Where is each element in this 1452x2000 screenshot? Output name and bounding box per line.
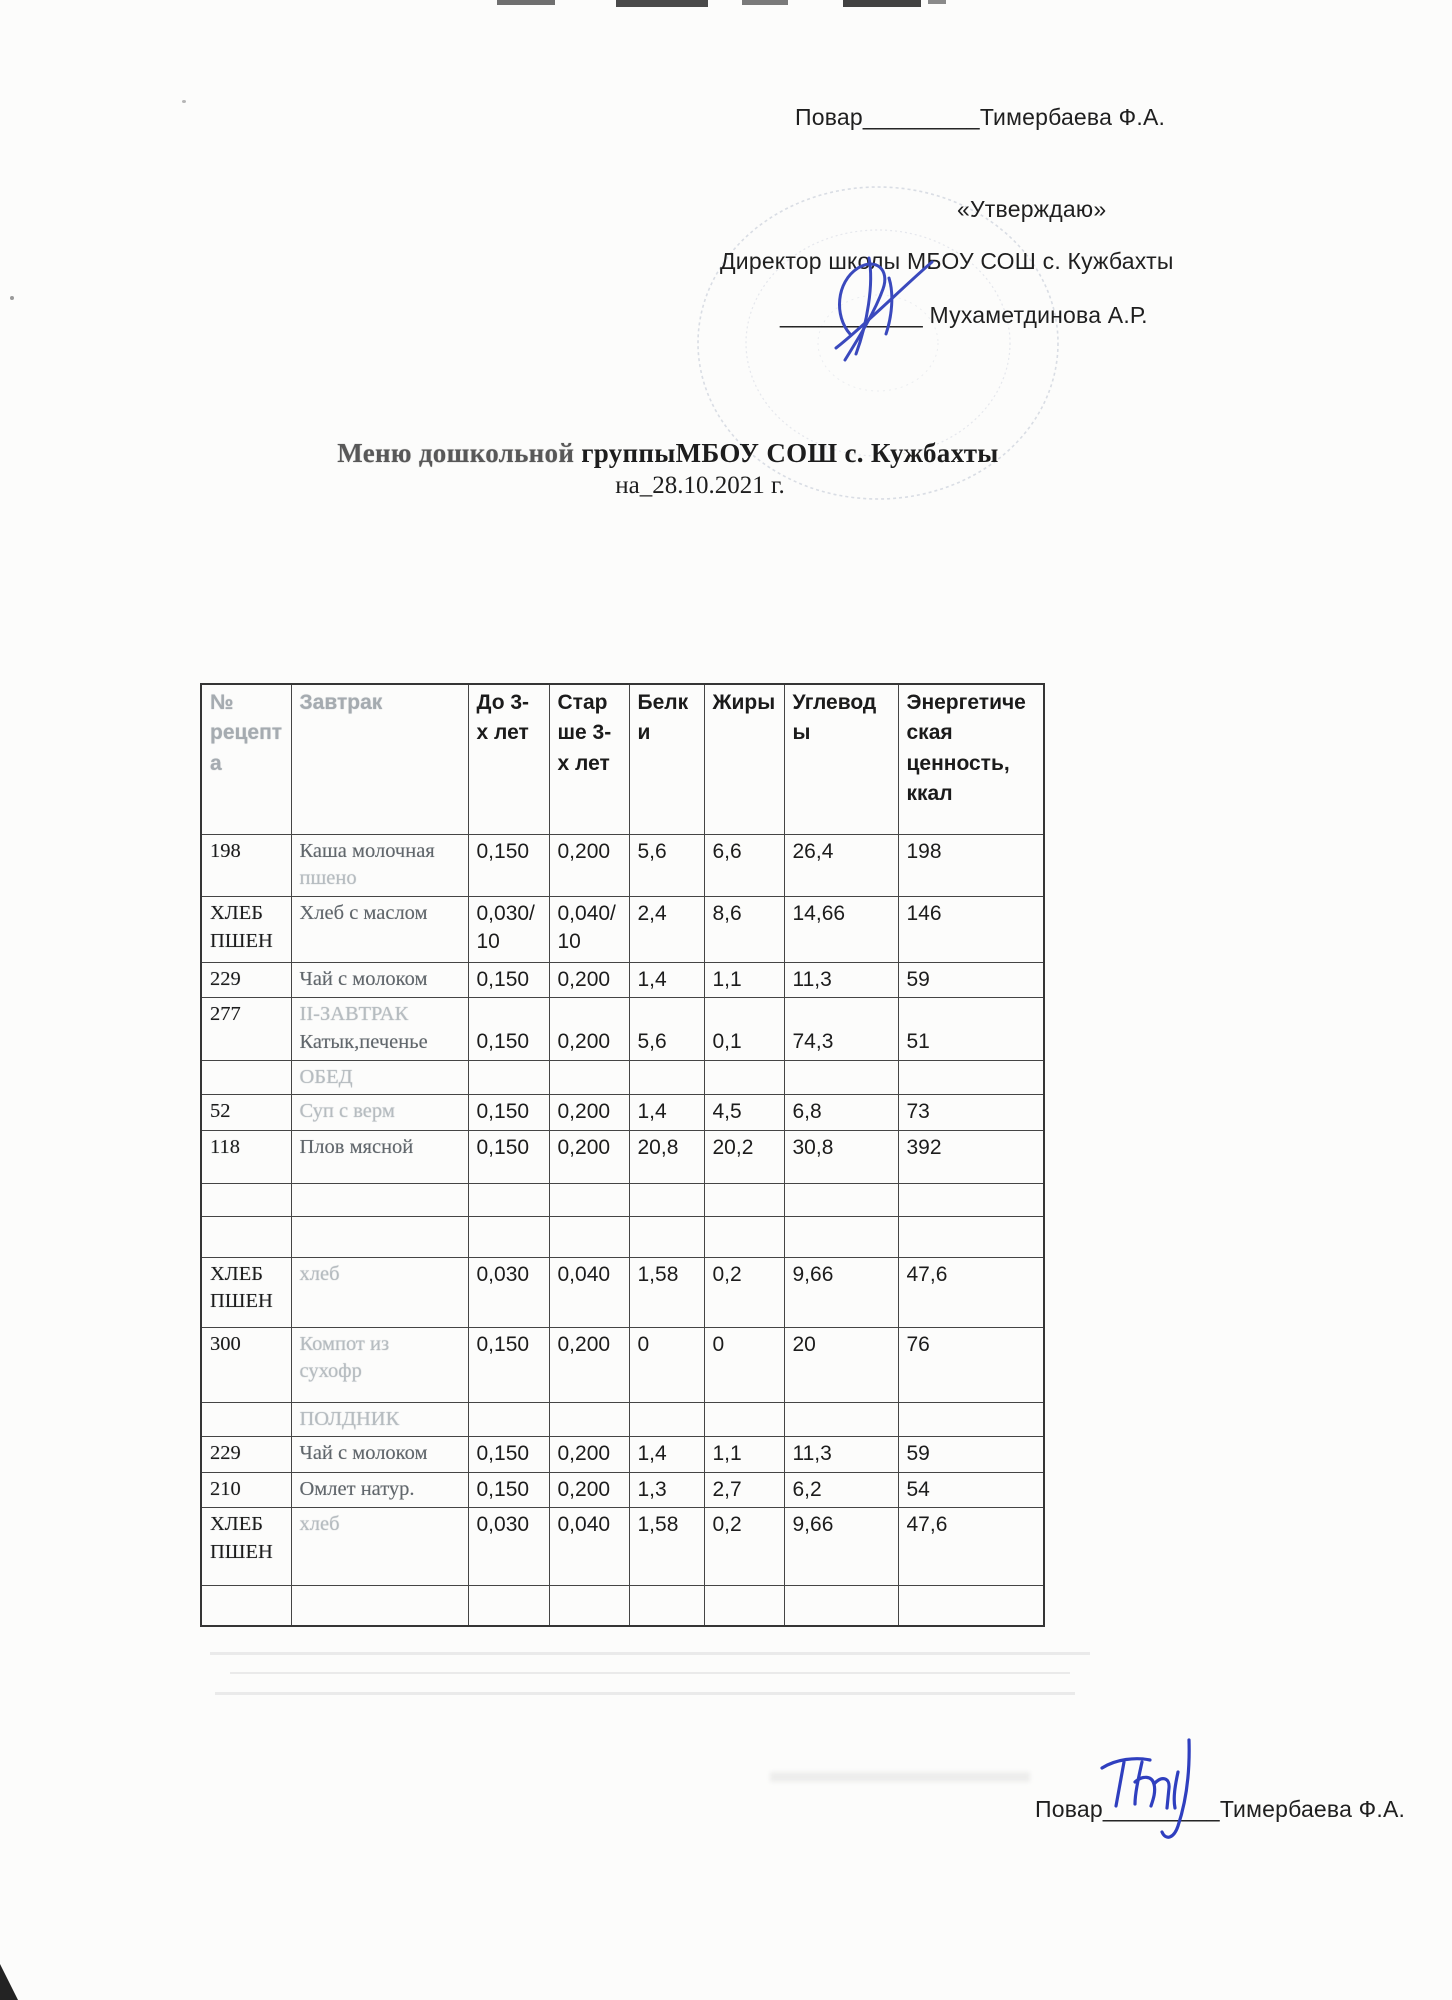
director-title-line: Директор школы МБОУ СОШ с. Кужбахты [720,248,1174,274]
dish-line: Катык,печенье [299,1030,428,1053]
cook-signature-line-top [795,104,1165,131]
value-cell: 59 [898,962,1044,997]
value-cell: 0,1 [704,998,784,1060]
value-cell: 20,8 [629,1130,704,1183]
cook-label: Повар [795,104,863,130]
value-cell: 51 [898,998,1044,1060]
value-cell: 54 [898,1472,1044,1507]
value-cell [704,1216,784,1257]
value-cell [468,1402,549,1437]
value-cell: 1,58 [629,1507,704,1585]
value-cell [704,1402,784,1437]
signature-blank: _________ [1102,1796,1220,1822]
value-cell: 0,200 [549,998,629,1060]
value-cell [629,1402,704,1437]
menu-row [201,1216,1044,1257]
dish-line: хлеб [299,1262,340,1285]
dish-line: Суп с верм [299,1100,395,1123]
recipe-number-cell: 210 [201,1472,291,1507]
dish-line: ПОЛДНИК [299,1407,400,1430]
dish-cell [291,1257,468,1327]
director-signature-ink [812,242,962,367]
value-cell: 5,6 [629,998,704,1060]
dish-line: пшено [299,867,357,890]
col-header: Завтрак [291,684,468,834]
value-cell [629,1060,704,1095]
menu-row [201,834,1044,896]
value-cell: 9,66 [784,1507,898,1585]
recipe-number-cell [201,1216,291,1257]
dish-cell [291,1130,468,1183]
dish-line: Чай с молоком [299,967,428,990]
value-cell: 59 [898,1437,1044,1472]
value-cell: 26,4 [784,834,898,896]
director-name: Мухаметдинова А.Р. [929,302,1148,328]
menu-row [201,1437,1044,1472]
value-cell [784,1060,898,1095]
value-cell: 0,200 [549,1327,629,1402]
value-cell [704,1060,784,1095]
dish-cell [291,1095,468,1130]
recipe-number-cell [201,1585,291,1626]
document-title [0,438,1336,469]
page-corner-mark [0,1964,18,2000]
value-cell [549,1060,629,1095]
dish-cell [291,1507,468,1585]
value-cell [704,1585,784,1626]
value-cell [549,1402,629,1437]
dish-line: хлеб [299,1512,340,1535]
dish-line: Плов мясной [299,1135,414,1158]
menu-row [201,1472,1044,1507]
value-cell: 6,6 [704,834,784,896]
value-cell: 9,66 [784,1257,898,1327]
value-cell [629,1585,704,1626]
value-cell: 47,6 [898,1507,1044,1585]
value-cell: 0,030 [468,1257,549,1327]
value-cell: 0,150 [468,1095,549,1130]
recipe-number-cell: 52 [201,1095,291,1130]
value-cell: 0,200 [549,834,629,896]
value-cell [898,1402,1044,1437]
scan-artifact [497,0,555,5]
value-cell: 6,2 [784,1472,898,1507]
value-cell: 1,58 [629,1257,704,1327]
value-cell [784,1183,898,1216]
recipe-number-cell: 300 [201,1327,291,1402]
approval-quote: «Утверждаю» [957,196,1107,222]
value-cell: 5,6 [629,834,704,896]
col-header: До 3-х лет [468,684,549,834]
value-cell: 30,8 [784,1130,898,1183]
header-row [201,684,1044,834]
value-cell [898,1585,1044,1626]
signature-blank: _________ [862,104,980,130]
menu-row [201,998,1044,1060]
menu-row [201,1060,1044,1095]
value-cell [784,1216,898,1257]
value-cell [468,1585,549,1626]
menu-row [201,1130,1044,1183]
value-cell: 0,150 [468,1327,549,1402]
recipe-number-cell: 229 [201,1437,291,1472]
value-cell [704,1183,784,1216]
menu-row [201,1507,1044,1585]
col-header: № рецепта [201,684,291,834]
recipe-number-cell: 198 [201,834,291,896]
value-cell [629,1183,704,1216]
dish-cell [291,1060,468,1095]
value-cell: 8,6 [704,896,784,962]
value-cell: 0,150 [468,998,549,1060]
value-cell: 0 [629,1327,704,1402]
value-cell: 47,6 [898,1257,1044,1327]
menu-row [201,1183,1044,1216]
recipe-number-cell: 118 [201,1130,291,1183]
value-cell: 76 [898,1327,1044,1402]
dish-cell [291,1183,468,1216]
dish-line: II-ЗАВТРАК [299,1003,409,1026]
recipe-number-cell [201,1060,291,1095]
col-header: Энергетическая ценность, ккал [898,684,1044,834]
menu-row [201,1585,1044,1626]
recipe-number-cell [201,1183,291,1216]
scan-artifact [843,0,921,7]
scan-speck [182,100,186,103]
menu-row [201,1095,1044,1130]
dish-line: Чай с молоком [299,1442,428,1465]
scan-streak [215,1692,1075,1695]
dish-line: сухофр [299,1360,362,1383]
cook-label: Повар [1035,1796,1103,1822]
col-header: Старше 3-х лет [549,684,629,834]
value-cell [898,1216,1044,1257]
value-cell: 0,150 [468,962,549,997]
value-cell: 1,4 [629,1437,704,1472]
document-date-line: на_28.10.2021 г. [615,472,785,499]
dish-cell [291,1437,468,1472]
value-cell: 198 [898,834,1044,896]
cook-name: Тимербаева Ф.А. [979,104,1166,130]
value-cell [784,1585,898,1626]
value-cell: 0,2 [704,1257,784,1327]
value-cell [898,1183,1044,1216]
scan-streak [230,1672,1070,1674]
value-cell: 0,150 [468,1472,549,1507]
signature-blank: ___________ [780,302,923,328]
value-cell: 0,040 [549,1507,629,1585]
value-cell: 0,200 [549,1095,629,1130]
menu-table [200,683,1045,1627]
value-cell: 73 [898,1095,1044,1130]
value-cell: 74,3 [784,998,898,1060]
dish-line: Хлеб с маслом [299,901,428,924]
value-cell: 0,150 [468,834,549,896]
value-cell [898,1060,1044,1095]
scan-speck [10,296,14,300]
value-cell: 0,150 [468,1130,549,1183]
title-part-light: Меню дошкольной [337,438,582,468]
scan-streak [210,1652,1090,1655]
menu-row [201,1327,1044,1402]
dish-line: Омлет натур. [299,1477,415,1500]
recipe-number-cell: ХЛЕБ ПШЕН [201,896,291,962]
value-cell: 20 [784,1327,898,1402]
dish-cell [291,1327,468,1402]
value-cell: 146 [898,896,1044,962]
dish-cell [291,1472,468,1507]
value-cell: 1,4 [629,962,704,997]
value-cell: 20,2 [704,1130,784,1183]
value-cell: 11,3 [784,962,898,997]
value-cell: 2,4 [629,896,704,962]
value-cell: 14,66 [784,896,898,962]
scan-smudge [770,1772,1030,1782]
value-cell [549,1183,629,1216]
dish-cell [291,998,468,1060]
value-cell [629,1216,704,1257]
value-cell: 4,5 [704,1095,784,1130]
value-cell: 0,200 [549,1437,629,1472]
recipe-number-cell: ХЛЕБ ПШЕН [201,1507,291,1585]
dish-cell [291,1402,468,1437]
value-cell: 0,030 [468,1507,549,1585]
value-cell: 6,8 [784,1095,898,1130]
recipe-number-cell: 277 [201,998,291,1060]
scan-artifact [742,0,788,5]
col-header: Углеводы [784,684,898,834]
dish-line: ОБЕД [299,1065,353,1088]
value-cell [549,1585,629,1626]
menu-row [201,896,1044,962]
recipe-number-cell [201,1402,291,1437]
value-cell: 0,150 [468,1437,549,1472]
menu-table-body [201,834,1044,1626]
recipe-number-cell: 229 [201,962,291,997]
dish-line: Компот из [299,1332,390,1355]
value-cell: 0,2 [704,1507,784,1585]
menu-row [201,962,1044,997]
value-cell: 0 [704,1327,784,1402]
dish-cell [291,962,468,997]
value-cell [468,1216,549,1257]
value-cell: 11,3 [784,1437,898,1472]
col-header: Белки [629,684,704,834]
dish-line: Каша молочная [299,839,435,862]
value-cell: 1,1 [704,1437,784,1472]
title-part-dark: группыМБОУ СОШ с. Кужбахты [581,438,999,468]
cook-name: Тимербаева Ф.А. [1219,1796,1406,1822]
recipe-number-cell: ХЛЕБ ПШЕН [201,1257,291,1327]
value-cell [468,1183,549,1216]
value-cell: 0,040/ 10 [549,896,629,962]
value-cell: 1,4 [629,1095,704,1130]
value-cell: 2,7 [704,1472,784,1507]
cook-signature-ink [1096,1732,1236,1847]
dish-cell [291,896,468,962]
value-cell: 0,030/ 10 [468,896,549,962]
menu-row [201,1257,1044,1327]
value-cell: 0,200 [549,962,629,997]
scan-artifact [616,0,708,7]
value-cell: 392 [898,1130,1044,1183]
value-cell: 1,3 [629,1472,704,1507]
value-cell [784,1402,898,1437]
col-header: Жиры [704,684,784,834]
dish-cell [291,1585,468,1626]
value-cell: 0,200 [549,1130,629,1183]
value-cell: 0,200 [549,1472,629,1507]
value-cell: 1,1 [704,962,784,997]
value-cell [549,1216,629,1257]
value-cell [468,1060,549,1095]
dish-cell [291,1216,468,1257]
scan-artifact [928,0,946,4]
menu-row [201,1402,1044,1437]
dish-cell [291,834,468,896]
value-cell: 0,040 [549,1257,629,1327]
